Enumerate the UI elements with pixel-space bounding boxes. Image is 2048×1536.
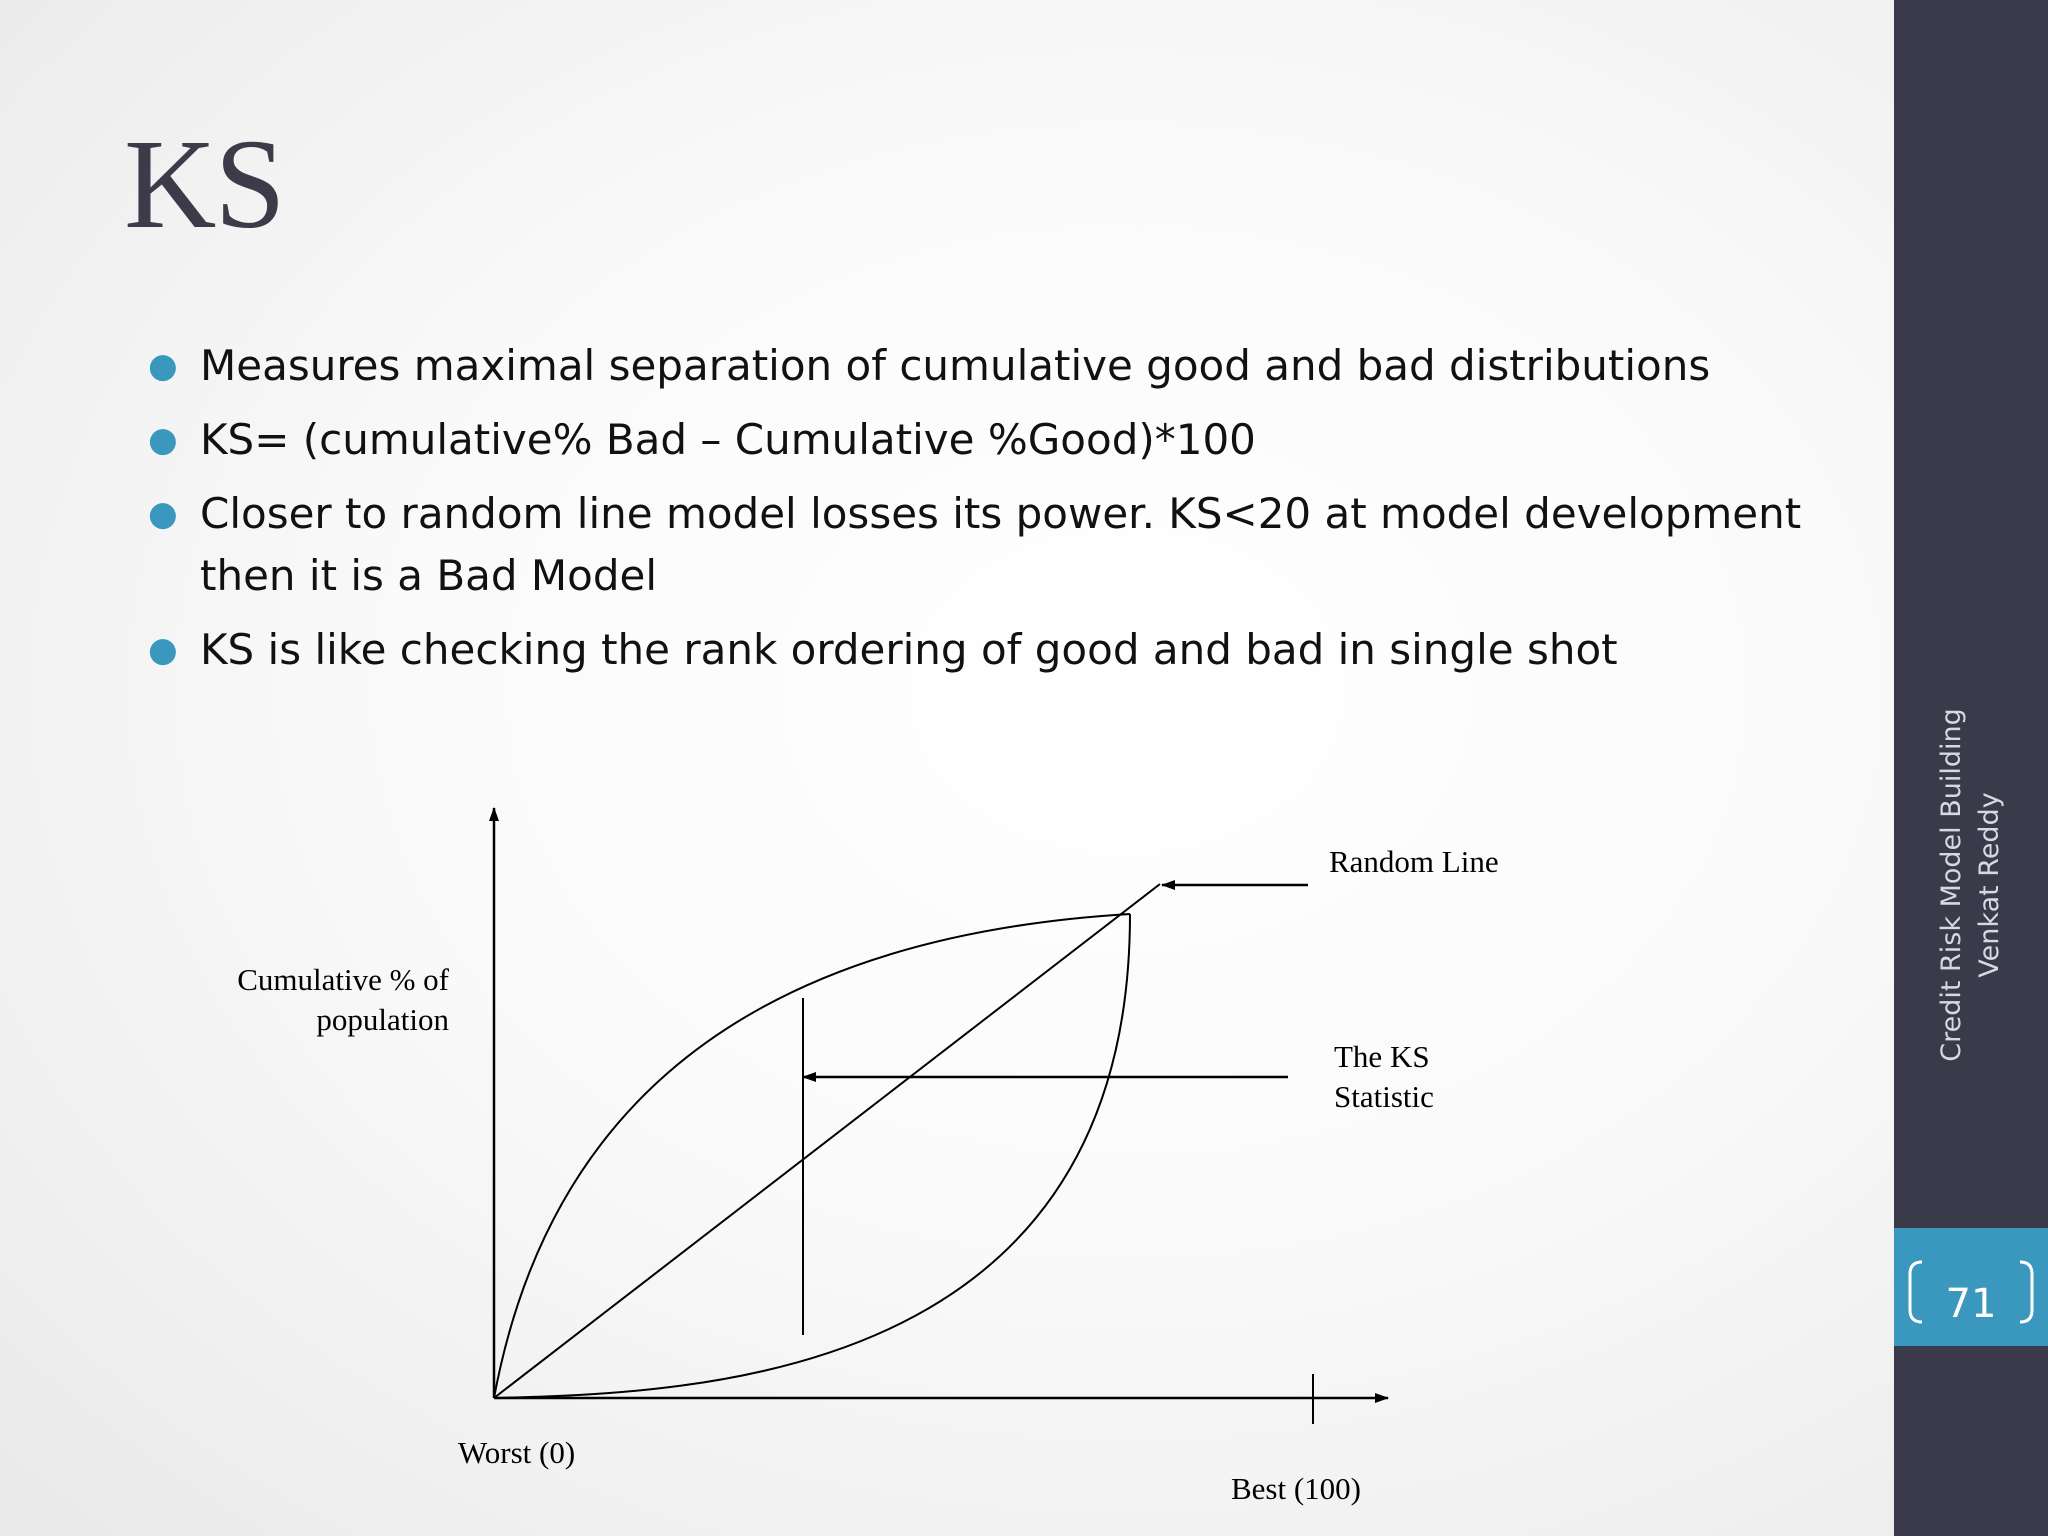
- bullet-text: KS= (cumulative% Bad – Cumulative %Good)*100: [200, 415, 1256, 464]
- bullet-dot-icon: ●: [148, 630, 178, 670]
- bullet-dot-icon: ●: [148, 346, 178, 386]
- random-line-label: Random Line: [1329, 844, 1499, 879]
- bullet-text: KS is like checking the rank ordering of good and bad in single shot: [200, 625, 1618, 674]
- bullet-dot-icon: ●: [148, 494, 178, 534]
- bullet-text: Closer to random line model losses its power. KS<20 at model development then it is a Bad Model: [200, 489, 1802, 600]
- x-axis-end-label: Best (100): [1231, 1471, 1362, 1506]
- y-axis-label-line1: Cumulative % of: [237, 962, 449, 997]
- sidebar-caption: [1936, 700, 2006, 1070]
- y-axis-label-line2: population: [316, 1002, 449, 1037]
- ks-label-line2: Statistic: [1334, 1079, 1434, 1114]
- ks-label-line1: The KS: [1334, 1039, 1430, 1074]
- bullet-dot-icon: ●: [148, 420, 178, 460]
- sidebar-caption-line2: Venkat Reddy: [1974, 792, 2006, 978]
- slide-title: KS: [124, 113, 284, 255]
- bullet-text: Measures maximal separation of cumulative good and bad distributions: [200, 341, 1711, 390]
- x-axis-start-label: Worst (0): [458, 1435, 576, 1470]
- sidebar-caption-line1: Credit Risk Model Building: [1936, 708, 1968, 1062]
- random-line: [494, 884, 1160, 1398]
- page-number: 71: [1945, 1281, 1997, 1327]
